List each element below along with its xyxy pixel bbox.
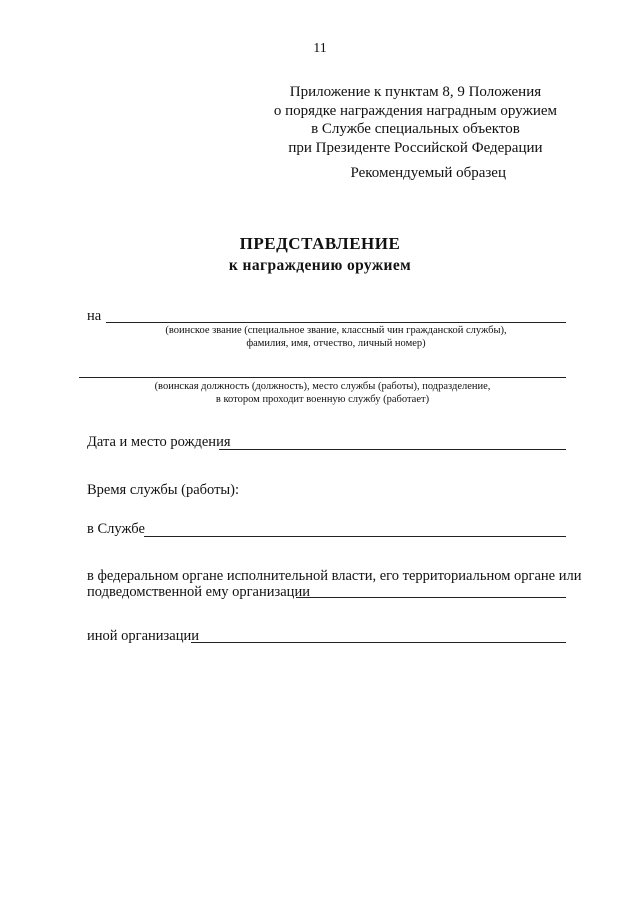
birth-label: Дата и место рождения <box>87 434 231 450</box>
hint-line: (воинское звание (специальное звание, классный чин гражданской службы), <box>165 325 507 336</box>
federal-label-line1: в федеральном органе исполнительной власти, его территориальном органе или <box>87 568 582 584</box>
sample-label: Рекомендуемый образец <box>350 165 506 181</box>
hint-line: (воинская должность (должность), место службы (работы), подразделение, <box>154 381 491 392</box>
rank-name-hint <box>106 324 566 350</box>
other-org-label: иной организации <box>87 628 199 644</box>
page-number: 11 <box>313 41 327 56</box>
hint-line: в котором проходит военную службу (работает) <box>215 394 430 405</box>
hint-line: фамилия, имя, отчество, личный номер) <box>246 338 426 349</box>
service-time-label: Время службы (работы): <box>87 482 240 498</box>
federal-field-line[interactable] <box>296 597 566 598</box>
rank-name-field-line[interactable] <box>106 322 566 323</box>
appendix-line: Приложение к пунктам 8, 9 Положения <box>289 84 542 100</box>
position-field-line[interactable] <box>79 377 566 378</box>
na-label: на <box>87 308 102 324</box>
appendix-block <box>274 83 557 157</box>
appendix-line: о порядке награждения наградным оружием <box>273 102 557 119</box>
in-service-field-line[interactable] <box>144 536 566 537</box>
document-subtitle: к награждению оружием <box>228 257 412 274</box>
position-hint <box>79 380 566 406</box>
in-service-label: в Службе <box>87 521 145 537</box>
document-title: ПРЕДСТАВЛЕНИЕ <box>239 234 401 253</box>
appendix-line: при Президенте Российской Федерации <box>288 139 543 156</box>
other-org-field-line[interactable] <box>191 642 566 643</box>
appendix-line: в Службе специальных объектов <box>311 121 520 137</box>
federal-label-line2: подведомственной ему организации <box>87 584 310 600</box>
birth-field-line[interactable] <box>219 449 566 450</box>
